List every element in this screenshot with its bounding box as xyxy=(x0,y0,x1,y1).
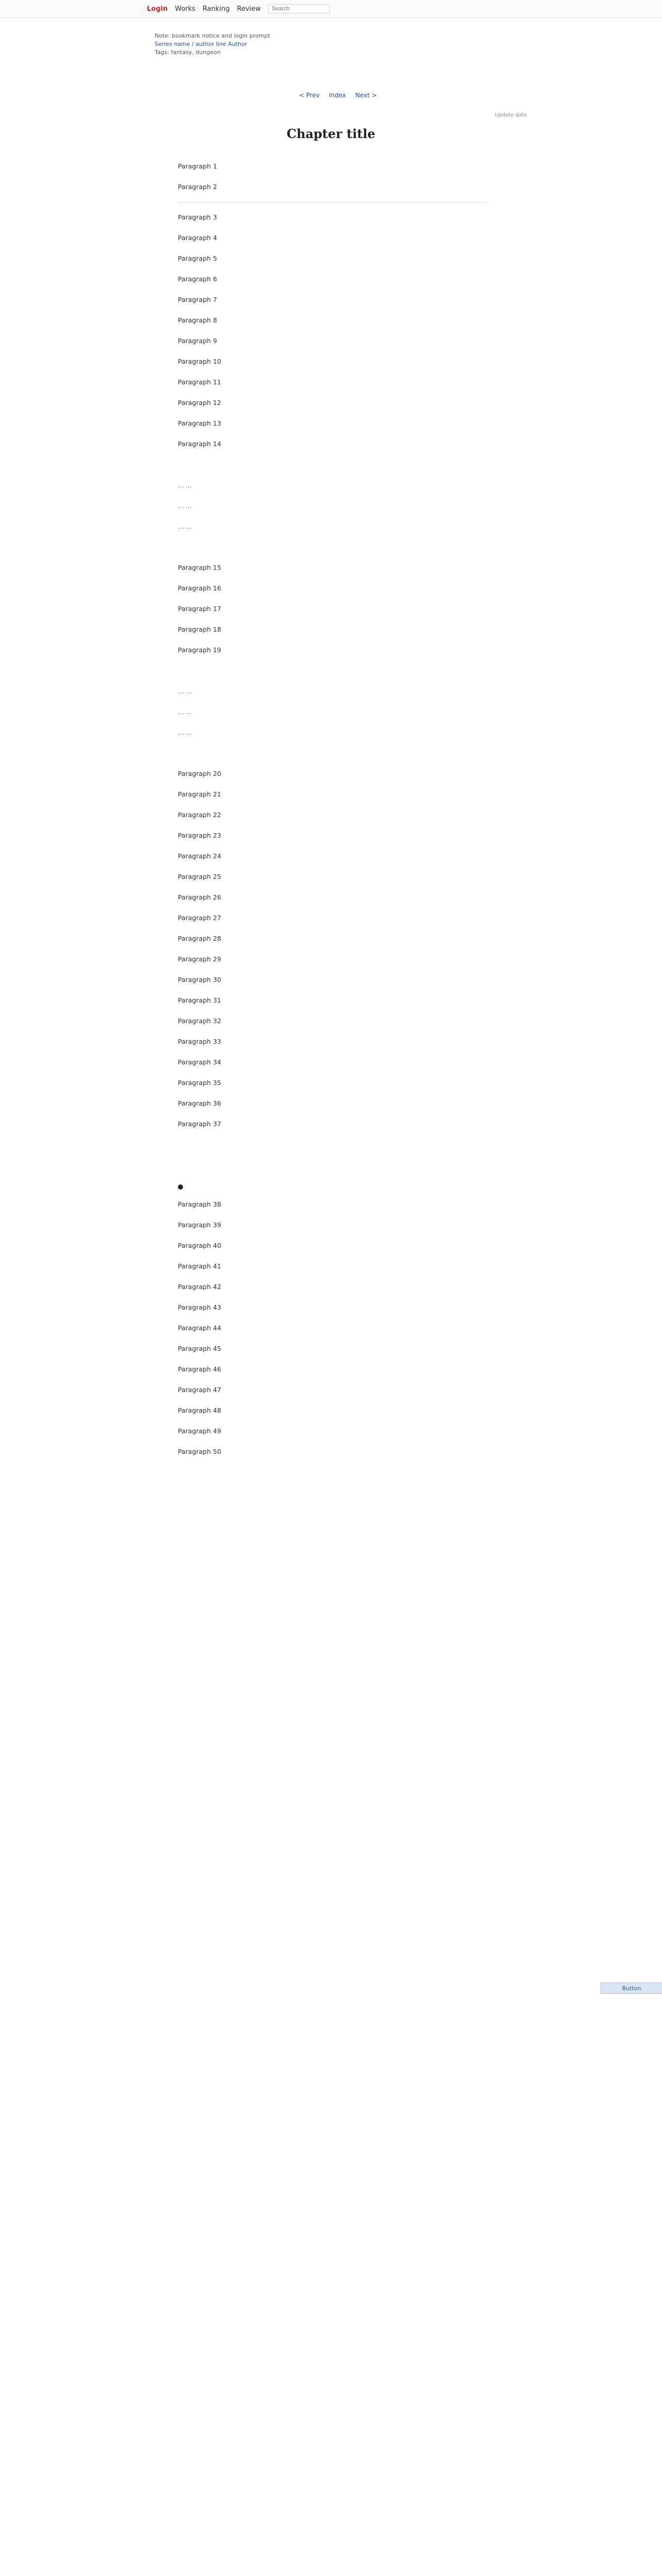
body-paragraph: Paragraph 1 xyxy=(178,162,217,170)
top-nav xyxy=(147,4,330,13)
body-paragraph: Paragraph 47 xyxy=(178,1386,221,1394)
section-bullet xyxy=(178,1184,183,1190)
ranking-link[interactable]: Ranking xyxy=(202,5,230,13)
body-paragraph: Paragraph 50 xyxy=(178,1448,221,1455)
body-paragraph: Paragraph 20 xyxy=(178,770,221,777)
body-paragraph: Paragraph 12 xyxy=(178,399,221,406)
body-paragraph: Paragraph 24 xyxy=(178,852,221,860)
body-paragraph: Paragraph 33 xyxy=(178,1038,221,1045)
chapter-pager-top xyxy=(299,92,377,99)
body-paragraph: Paragraph 48 xyxy=(178,1406,221,1414)
body-paragraph: Paragraph 15 xyxy=(178,564,221,571)
body-paragraph: Paragraph 31 xyxy=(178,996,221,1004)
ellipsis-line: …… xyxy=(178,502,193,510)
works-link[interactable]: Works xyxy=(175,5,195,13)
author-link[interactable]: Author xyxy=(228,41,247,47)
search-input[interactable] xyxy=(268,4,330,13)
tags: Tags: fantasy, dungeon xyxy=(155,49,221,56)
body-paragraph: Paragraph 29 xyxy=(178,955,221,963)
body-paragraph: Paragraph 7 xyxy=(178,296,217,303)
review-link[interactable]: Review xyxy=(237,5,261,13)
update-date: Update date xyxy=(495,112,527,118)
body-paragraph: Paragraph 44 xyxy=(178,1324,221,1332)
body-paragraph: Paragraph 38 xyxy=(178,1200,221,1208)
next-link[interactable]: Next > xyxy=(355,92,377,99)
ellipsis-line: …… xyxy=(178,687,193,695)
body-paragraph: Paragraph 49 xyxy=(178,1427,221,1435)
body-paragraph: Paragraph 19 xyxy=(178,646,221,654)
body-paragraph: Paragraph 43 xyxy=(178,1303,221,1311)
ellipsis-line: …… xyxy=(178,708,193,716)
body-paragraph: Paragraph 11 xyxy=(178,378,221,386)
body-paragraph: Paragraph 9 xyxy=(178,337,217,345)
body-paragraph: Paragraph 40 xyxy=(178,1242,221,1249)
meta-note: Note: bookmark notice and login prompt xyxy=(155,32,270,39)
side-floating-button[interactable]: Button xyxy=(601,1982,662,1994)
body-paragraph: Paragraph 6 xyxy=(178,275,217,283)
body-paragraph: Paragraph 42 xyxy=(178,1283,221,1291)
body-paragraph: Paragraph 23 xyxy=(178,832,221,839)
body-paragraph: Paragraph 36 xyxy=(178,1099,221,1107)
body-paragraph: Paragraph 3 xyxy=(178,213,217,221)
body-paragraph: Paragraph 16 xyxy=(178,584,221,592)
ellipsis-line: …… xyxy=(178,522,193,530)
login-link[interactable]: Login xyxy=(147,5,168,13)
body-paragraph: Paragraph 18 xyxy=(178,625,221,633)
body-paragraph: Paragraph 21 xyxy=(178,790,221,798)
body-paragraph: Paragraph 10 xyxy=(178,358,221,365)
body-paragraph: Paragraph 30 xyxy=(178,976,221,984)
body-paragraph: Paragraph 25 xyxy=(178,873,221,880)
body-paragraph: Paragraph 28 xyxy=(178,935,221,942)
chapter-content xyxy=(178,161,487,1467)
body-paragraph: Paragraph 45 xyxy=(178,1345,221,1352)
body-paragraph: Paragraph 8 xyxy=(178,316,217,324)
ellipsis-line: …… xyxy=(178,728,193,736)
work-meta xyxy=(155,32,371,57)
index-link[interactable]: Index xyxy=(329,92,346,99)
chapter-title: Chapter title xyxy=(287,126,375,141)
body-paragraph: Paragraph 22 xyxy=(178,811,221,819)
series-link[interactable]: Series name / author line xyxy=(155,41,226,47)
body-paragraph: Paragraph 34 xyxy=(178,1058,221,1066)
ellipsis-line: …… xyxy=(178,481,193,489)
body-paragraph: Paragraph 27 xyxy=(178,914,221,922)
body-paragraph: Paragraph 35 xyxy=(178,1079,221,1087)
body-paragraph: Paragraph 46 xyxy=(178,1365,221,1373)
body-paragraph: Paragraph 26 xyxy=(178,893,221,901)
body-paragraph: Paragraph 17 xyxy=(178,605,221,613)
top-bar xyxy=(0,0,662,18)
body-paragraph: Paragraph 32 xyxy=(178,1017,221,1025)
body-paragraph: Paragraph 2 xyxy=(178,183,217,191)
body-paragraph: Paragraph 4 xyxy=(178,234,217,242)
body-paragraph: Paragraph 37 xyxy=(178,1120,221,1128)
body-paragraph: Paragraph 13 xyxy=(178,419,221,427)
body-paragraph: Paragraph 14 xyxy=(178,440,221,448)
prev-link[interactable]: < Prev xyxy=(299,92,320,99)
body-paragraph: Paragraph 39 xyxy=(178,1221,221,1229)
body-paragraph: Paragraph 5 xyxy=(178,255,217,262)
body-paragraph: Paragraph 41 xyxy=(178,1262,221,1270)
